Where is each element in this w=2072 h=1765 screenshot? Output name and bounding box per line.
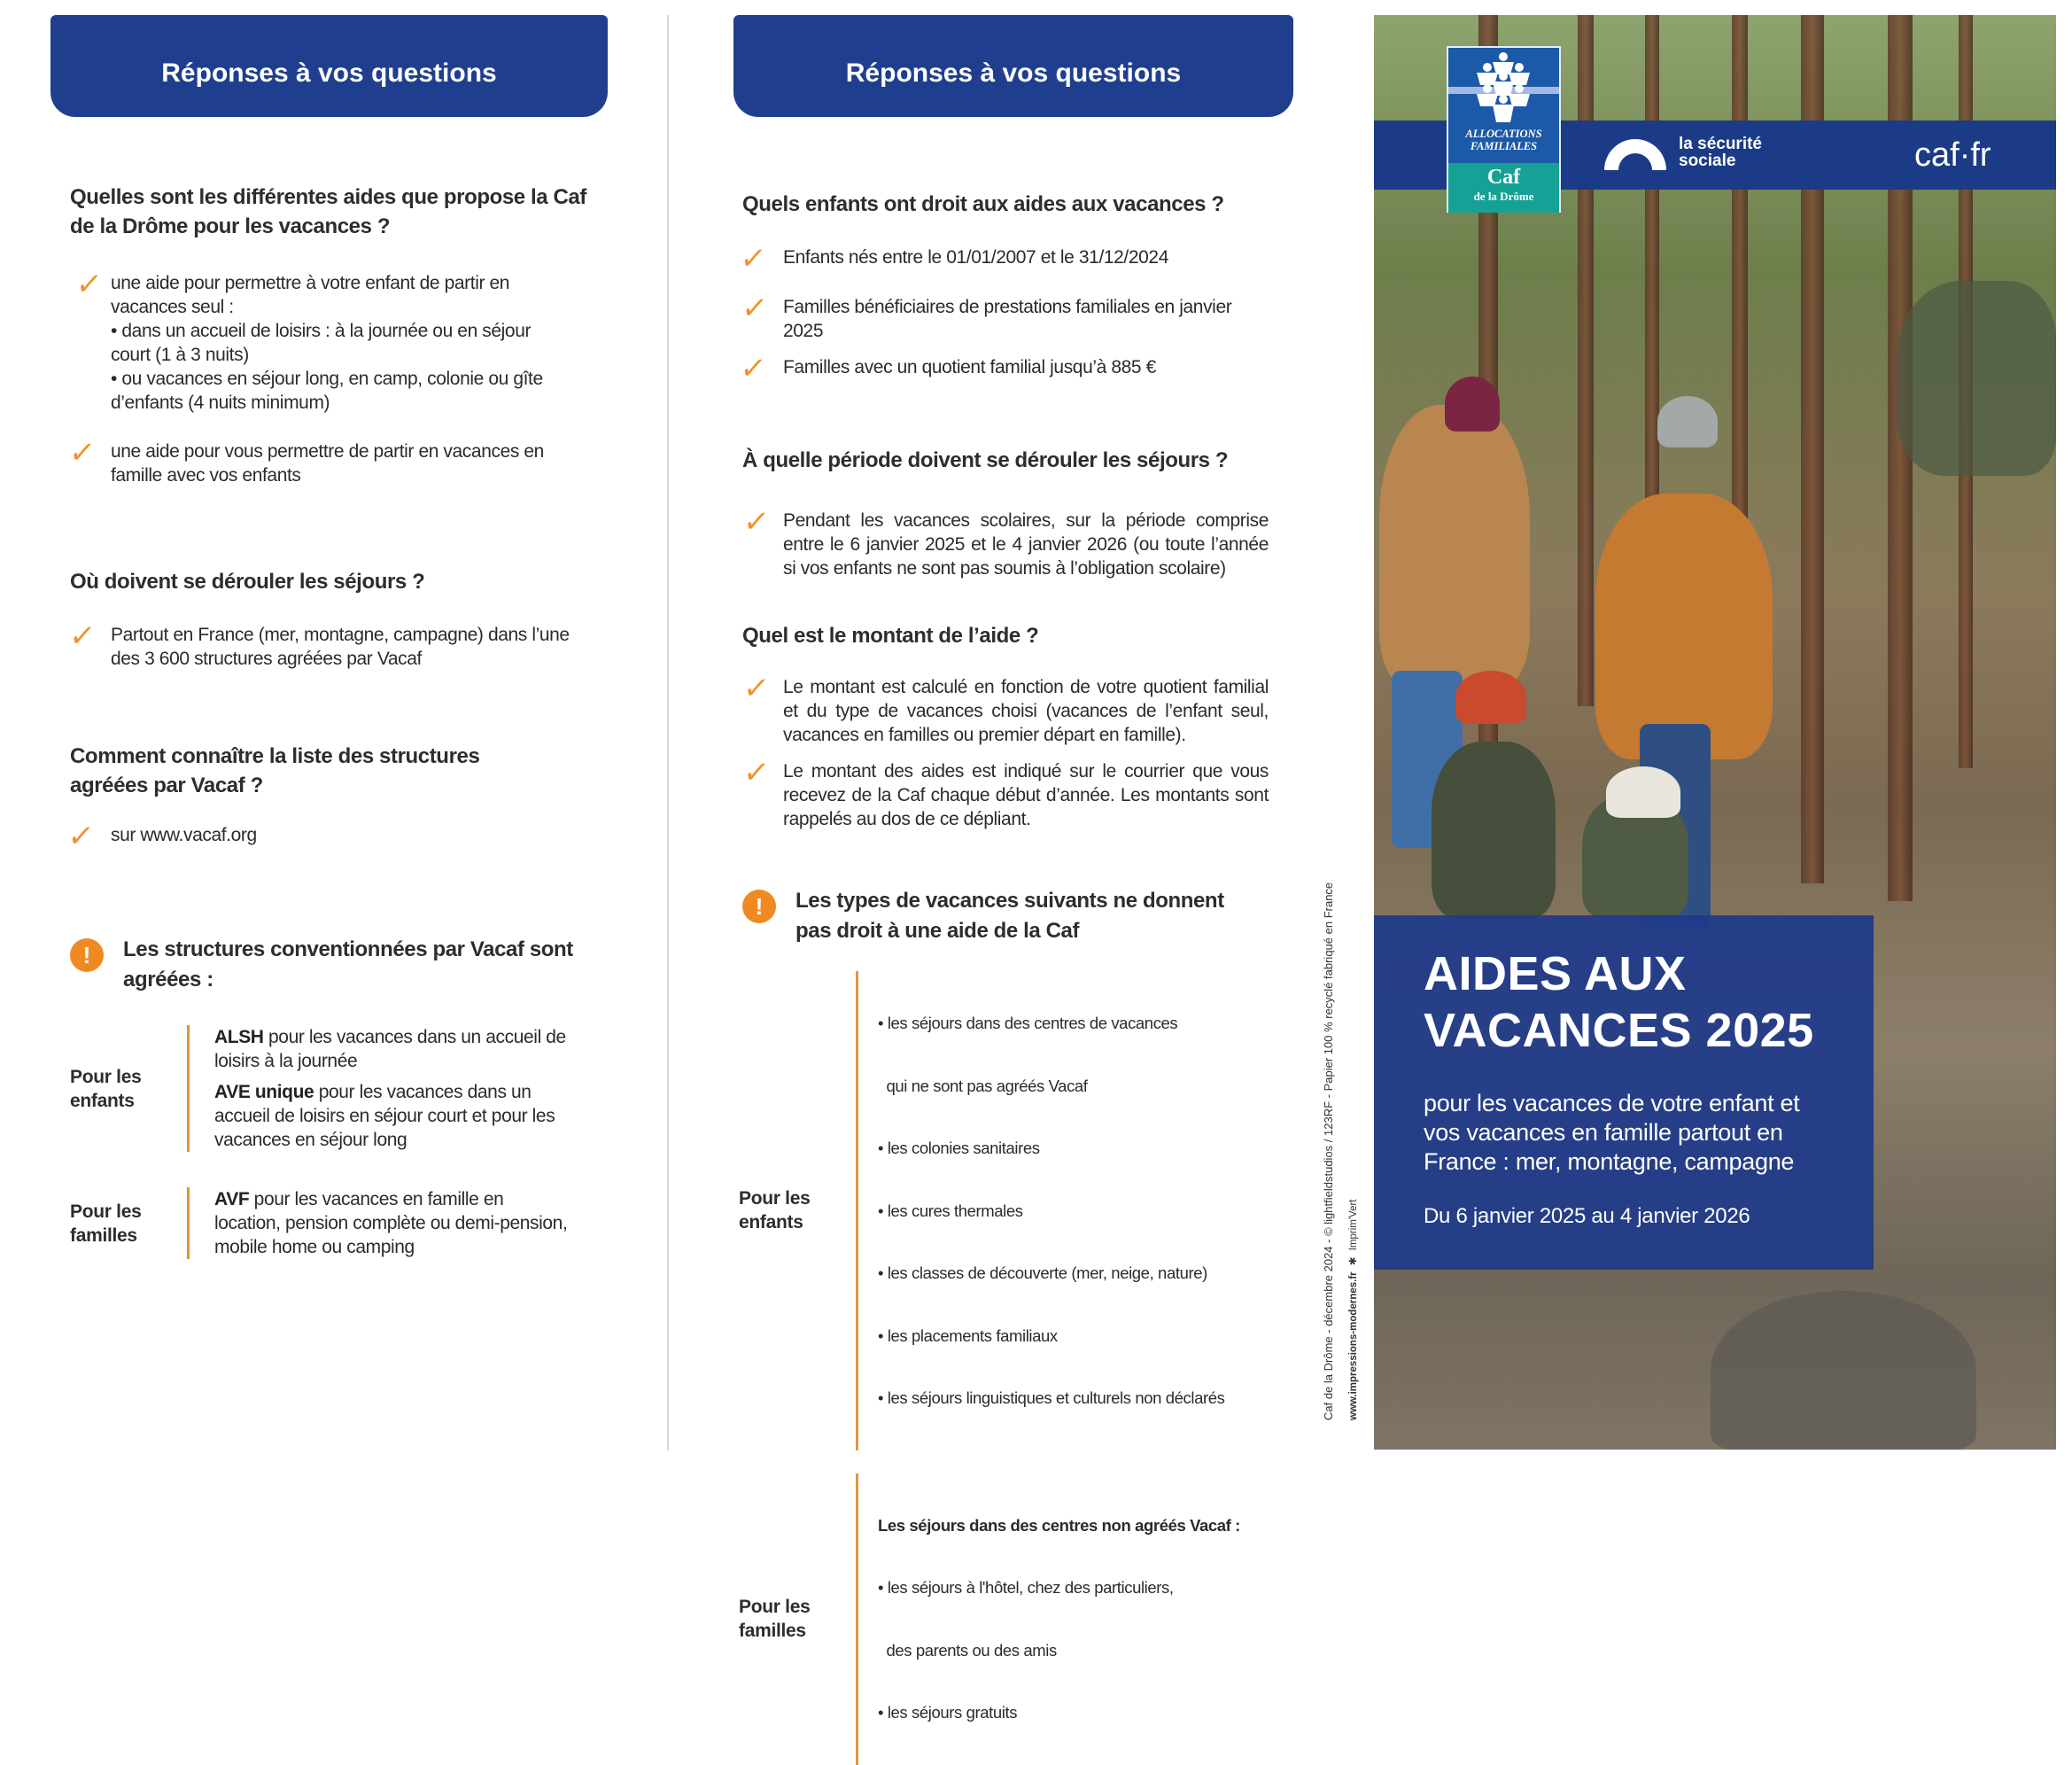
secu-line1: la sécurité <box>1679 135 1762 153</box>
hiker-father <box>1379 405 1530 688</box>
list-item <box>738 242 1274 276</box>
list-item <box>70 268 601 415</box>
list-item <box>740 292 1274 343</box>
arch-icon <box>1603 135 1668 170</box>
row-entry <box>214 1025 586 1073</box>
secu-line2: sociale <box>1679 152 1736 170</box>
logo-allocations-text <box>1448 128 1559 152</box>
row-divider <box>856 971 858 1450</box>
notice-text: Les types de vacances suivants ne donnent pas droit à une aide de la Caf <box>795 889 1224 943</box>
rock-shape <box>1711 1291 1976 1450</box>
check-icon: ✓ <box>741 672 772 705</box>
entry-text: pour les vacances en famille en location, pension complète ou demi-pension, mobile home ou camping <box>214 1189 568 1257</box>
item-text: Le montant est calculé en fonction de votre quotient familial et du type de vacances choisi (vacances de l’enfant seul, vacances en familles ou premier départ en famille). <box>783 677 1269 745</box>
cover-subtitle: pour les vacances de votre enfant et vos vacances en famille partout en France : mer, montagne, campagne <box>1424 1090 1800 1175</box>
row-label: Pour les enfants <box>739 1188 811 1233</box>
row-line: • les séjours linguistiques et culturels non déclarés <box>878 1388 1225 1407</box>
check-icon: ✓ <box>741 505 772 539</box>
entry-text: pour les vacances dans un accueil de loisirs en séjour court et pour les vacances en séjour long <box>214 1082 555 1150</box>
item-text: Pendant les vacances scolaires, sur la période comprise entre le 6 janvier 2025 et le 4 janvier 2026 (ou toute l’année si vos enfants ne sont pas soumis à l’obligation scolaire) <box>783 510 1269 579</box>
hiker-mother-hat <box>1657 396 1718 447</box>
row-entry <box>214 1187 569 1259</box>
middle-content <box>738 190 1274 1765</box>
question-heading: Où doivent se dérouler les séjours ? <box>70 570 425 594</box>
exclamation-icon: ! <box>70 938 104 972</box>
imprint-credits: Caf de la Drôme - décembre 2024 - © lightfieldstudios / 123RF - Papier 100 % recyclé fabriqué en France <box>1322 882 1335 1420</box>
fold-divider <box>667 15 669 1450</box>
row-entry <box>214 1080 586 1152</box>
row-line: • les cures thermales <box>878 1201 1023 1220</box>
row-divider <box>187 1025 190 1152</box>
logo-line2: FAMILIALES <box>1470 140 1538 152</box>
list-item <box>67 436 601 487</box>
exclamation-icon: ! <box>742 890 776 923</box>
left-content <box>66 183 601 1259</box>
hiker-mother <box>1595 494 1773 759</box>
item-text: une aide pour permettre à votre enfant de partir en vacances seul : <box>111 273 510 317</box>
list-item <box>738 352 1274 385</box>
item-subtext: • ou vacances en séjour long, en camp, colonie ou gîte d’enfants (4 nuits minimum) <box>111 369 543 413</box>
section-header-title: Réponses à vos questions <box>161 58 497 88</box>
row-divider <box>856 1473 858 1765</box>
check-icon: ✓ <box>67 436 97 470</box>
question-heading: Quels enfants ont droit aux aides aux vacances ? <box>742 192 1224 216</box>
check-icon: ✓ <box>738 352 769 385</box>
list-item <box>66 820 601 853</box>
item-text: Partout en France (mer, montagne, campagne) dans l’une des 3 600 structures agréées par Vacaf <box>111 625 570 669</box>
row-divider <box>187 1187 190 1259</box>
row-heading: Les séjours dans des centres non agréés Vacaf : <box>878 1515 1240 1535</box>
section-header <box>50 15 608 117</box>
imprimvert-badge: Imprim'Vert <box>1348 1199 1359 1251</box>
section-header-title: Réponses à vos questions <box>845 58 1182 88</box>
row-label: Pour les enfants <box>70 1066 142 1111</box>
hiker-boy <box>1432 742 1556 919</box>
cover-title <box>1424 945 1829 1059</box>
row-content <box>214 1025 586 1152</box>
list-item <box>741 505 1274 580</box>
row-content <box>878 1473 1268 1765</box>
securite-sociale-logo <box>1603 135 1762 170</box>
caf-logo <box>1447 46 1561 213</box>
row-line: • les séjours gratuits <box>878 1703 1018 1722</box>
item-subtext: • dans un accueil de loisirs : à la journée ou en séjour court (1 à 3 nuits) <box>111 321 532 365</box>
hiker-father-hat <box>1445 377 1500 432</box>
logo-caf: Caf <box>1486 166 1521 189</box>
notice <box>742 886 1274 946</box>
question-heading: Comment connaître la liste des structures agréées par Vacaf ? <box>70 744 480 797</box>
item-text: Enfants nés entre le 01/01/2007 et le 31/12/2024 <box>783 247 1168 268</box>
printer-url: www.impressions-modernes.fr <box>1348 1271 1359 1420</box>
imprint-printer <box>1346 1200 1359 1421</box>
hiker-girl-hat <box>1606 766 1680 818</box>
notice-text: Les structures conventionnées par Vacaf sont agréées : <box>123 937 573 991</box>
section-header <box>733 15 1293 117</box>
vacaf-link-text[interactable]: sur www.vacaf.org <box>111 825 257 845</box>
item-text: Le montant des aides est indiqué sur le courrier que vous recevez de la Caf chaque début d’année. Les montants sont rappelés au dos de ce dépliant. <box>783 761 1269 829</box>
check-icon: ✓ <box>741 756 772 789</box>
caf-figures-icon <box>1448 48 1559 124</box>
notice <box>70 935 601 995</box>
cover-title-box <box>1374 915 1874 1270</box>
row-line: des parents ou des amis <box>878 1640 1057 1660</box>
question-heading: À quelle période doivent se dérouler les séjours ? <box>742 448 1229 472</box>
check-icon: ✓ <box>738 242 769 276</box>
check-icon: ✓ <box>67 619 97 653</box>
item-text: Familles avec un quotient familial jusqu’à 885 € <box>783 357 1156 377</box>
cover-dates: Du 6 janvier 2025 au 4 janvier 2026 <box>1424 1204 1750 1228</box>
cover-title-line2: VACANCES 2025 <box>1424 1004 1814 1057</box>
question-heading: Quelles sont les différentes aides que propose la Caf de la Drôme pour les vacances ? <box>70 185 586 238</box>
row-label: Pour les familles <box>739 1597 811 1641</box>
notice-row <box>739 1473 1274 1765</box>
row-line: • les séjours à l'hôtel, chez des particuliers, <box>878 1578 1174 1597</box>
logo-dept-name: de la Drôme <box>1473 190 1534 203</box>
check-icon: ✓ <box>74 268 105 301</box>
check-icon: ✓ <box>66 820 97 853</box>
question-heading: Quel est le montant de l’aide ? <box>742 624 1039 648</box>
row-line: • les colonies sanitaires <box>878 1139 1040 1157</box>
row-line: • les séjours dans des centres de vacances <box>878 1014 1178 1032</box>
list-item <box>741 756 1274 831</box>
item-text: une aide pour vous permettre de partir en vacances en famille avec vos enfants <box>111 441 544 486</box>
row-label: Pour les familles <box>70 1201 142 1246</box>
notice-row <box>70 1187 601 1259</box>
notice-row <box>70 1025 601 1152</box>
tree-trunk <box>1578 15 1594 706</box>
entry-code: ALSH <box>214 1027 264 1047</box>
entry-code: AVF <box>214 1189 250 1209</box>
cover-panel <box>1374 15 2056 1450</box>
logo-line1: ALLOCATIONS <box>1465 128 1542 140</box>
list-item <box>67 619 601 671</box>
row-line: • les placements familiaux <box>878 1326 1058 1345</box>
entry-text: pour les vacances dans un accueil de loisirs à la journée <box>214 1027 566 1071</box>
notice-row <box>739 971 1274 1450</box>
item-text: Familles bénéficiaires de prestations familiales en janvier 2025 <box>783 297 1232 341</box>
row-content <box>214 1187 569 1259</box>
imprimvert-icon: ✱ <box>1348 1256 1359 1266</box>
caf-fr-logo: caf·fr <box>1914 136 1991 174</box>
rock-shape <box>1897 281 2056 476</box>
entry-code: AVE unique <box>214 1082 314 1102</box>
list-item <box>741 672 1274 747</box>
row-line: qui ne sont pas agréés Vacaf <box>878 1076 1088 1095</box>
row-line: • les classes de découverte (mer, neige, nature) <box>878 1263 1207 1282</box>
row-content <box>878 971 1268 1450</box>
cover-title-line1: AIDES AUX <box>1424 947 1687 1000</box>
check-icon: ✓ <box>740 292 770 325</box>
logo-dept <box>1448 163 1559 213</box>
hiker-boy-hat <box>1455 671 1526 724</box>
